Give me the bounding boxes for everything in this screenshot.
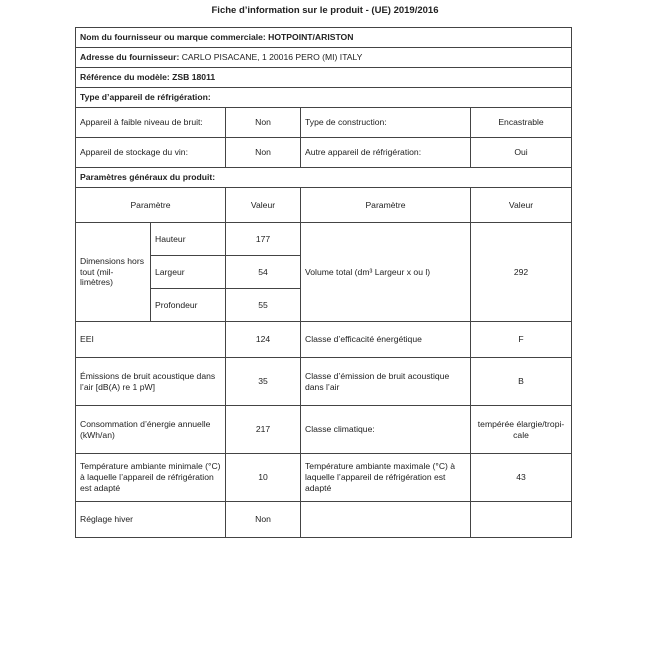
winter-setting-value: Non <box>226 502 301 538</box>
noise-row <box>76 358 572 406</box>
depth-label: Profondeur <box>151 289 226 322</box>
value-column-header-right: Valeur <box>471 188 572 223</box>
ambient-temperature-row <box>76 454 572 502</box>
eei-row <box>76 322 572 358</box>
low-noise-value: Non <box>226 108 301 138</box>
product-information-table <box>75 27 572 538</box>
height-label: Hauteur <box>151 223 226 256</box>
noise-emission-label: Émissions de bruit acoustique dans l’air [dB(A) re 1 pW] <box>76 358 226 406</box>
general-params-heading-row <box>76 168 572 188</box>
dimensions-label: Dimensions hors tout (mil-limètres) <box>76 223 151 322</box>
model-reference-cell: Référence du modèle: ZSB 18011 <box>76 68 572 88</box>
other-appliance-value: Oui <box>471 138 572 168</box>
appliance-type-heading: Type d’appareil de réfrigération: <box>76 88 572 108</box>
energy-class-value: F <box>471 322 572 358</box>
params-header-row <box>76 188 572 223</box>
climate-class-value: tempérée élargie/tropi-cale <box>471 406 572 454</box>
max-temperature-label: Température ambiante maximale (°C) à laquelle l’appareil de réfrigération est adapté <box>301 454 471 502</box>
wine-storage-row <box>76 138 572 168</box>
appliance-type-heading-row <box>76 88 572 108</box>
empty-cell <box>301 502 471 538</box>
construction-type-label: Type de construction: <box>301 108 471 138</box>
document-title: Fiche d’information sur le produit - (UE) 2019/2016 <box>211 5 439 16</box>
eei-label: EEI <box>76 322 226 358</box>
winter-setting-label: Réglage hiver <box>76 502 226 538</box>
supplier-name-cell: Nom du fournisseur ou marque commerciale: HOTPOINT/ARISTON <box>76 28 572 48</box>
other-appliance-label: Autre appareil de réfrigération: <box>301 138 471 168</box>
supplier-address-cell <box>76 48 572 68</box>
supplier-name-row <box>76 28 572 48</box>
consumption-row <box>76 406 572 454</box>
wine-storage-value: Non <box>226 138 301 168</box>
param-column-header-left: Paramètre <box>76 188 226 223</box>
supplier-address-value: CARLO PISACANE, 1 20016 PERO (MI) ITALY <box>181 52 363 63</box>
depth-value: 55 <box>226 289 301 322</box>
energy-consumption-label: Consommation d’énergie annuelle (kWh/an) <box>76 406 226 454</box>
height-value: 177 <box>226 223 301 256</box>
total-volume-value: 292 <box>471 223 572 322</box>
wine-storage-label: Appareil de stockage du vin: <box>76 138 226 168</box>
value-column-header-left: Valeur <box>226 188 301 223</box>
param-column-header-right: Paramètre <box>301 188 471 223</box>
noise-class-value: B <box>471 358 572 406</box>
width-label: Largeur <box>151 256 226 289</box>
height-row <box>76 223 572 256</box>
eei-value: 124 <box>226 322 301 358</box>
noise-class-label: Classe d’émission de bruit acoustique dans l’air <box>301 358 471 406</box>
low-noise-label: Appareil à faible niveau de bruit: <box>76 108 226 138</box>
supplier-address-label: Adresse du fournisseur: <box>80 52 180 63</box>
general-params-heading: Paramètres généraux du produit: <box>76 168 572 188</box>
total-volume-label: Volume total (dm³ Largeur x ou l) <box>301 223 471 322</box>
max-temperature-value: 43 <box>471 454 572 502</box>
low-noise-row <box>76 108 572 138</box>
empty-cell <box>471 502 572 538</box>
min-temperature-value: 10 <box>226 454 301 502</box>
energy-consumption-value: 217 <box>226 406 301 454</box>
construction-type-value: Encastrable <box>471 108 572 138</box>
climate-class-label: Classe climatique: <box>301 406 471 454</box>
min-temperature-label: Température ambiante minimale (°C) à laquelle l’appareil de réfrigération est adapté <box>76 454 226 502</box>
winter-setting-row <box>76 502 572 538</box>
energy-class-label: Classe d’efficacité énergétique <box>301 322 471 358</box>
supplier-address-row <box>76 48 572 68</box>
model-reference-row <box>76 68 572 88</box>
width-value: 54 <box>226 256 301 289</box>
noise-emission-value: 35 <box>226 358 301 406</box>
